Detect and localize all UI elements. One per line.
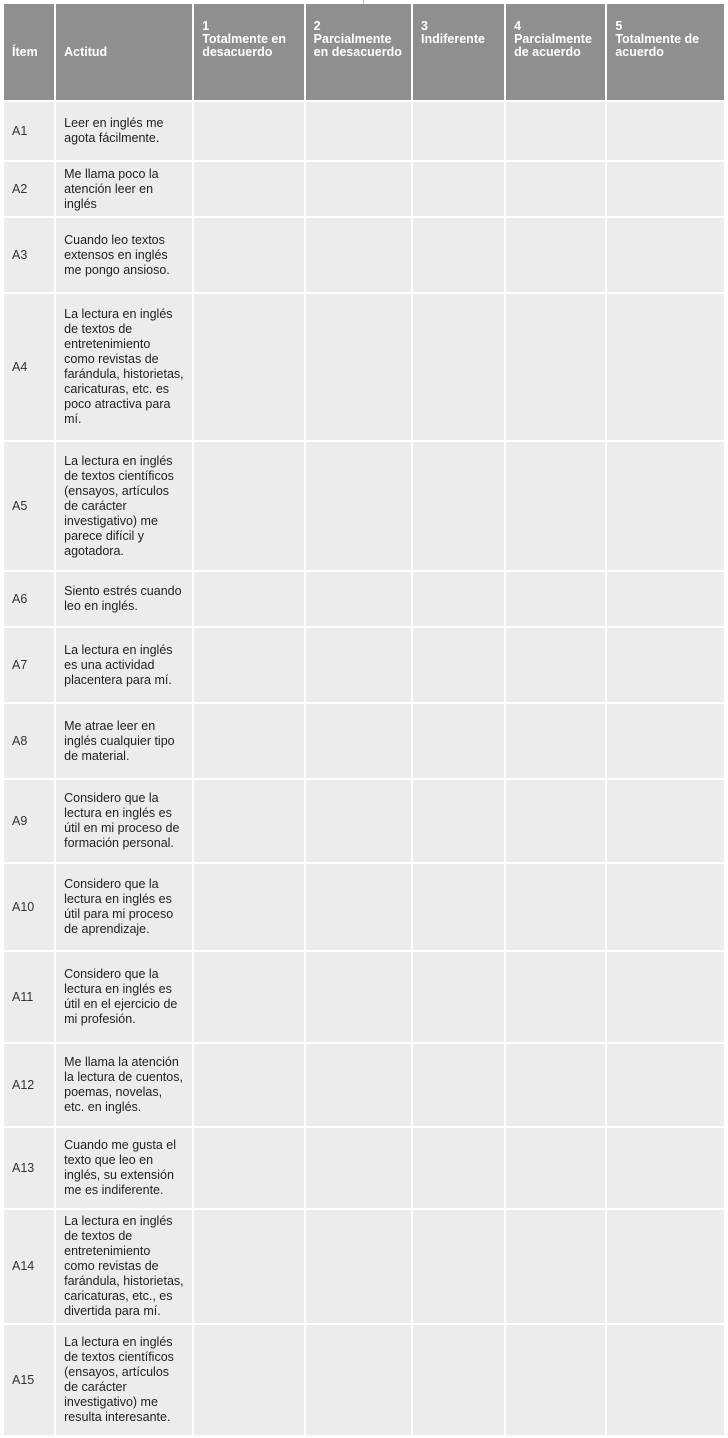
- table-row: [4, 628, 724, 702]
- response-cell-option-4[interactable]: [506, 294, 605, 440]
- response-cell-option-5[interactable]: [607, 780, 724, 862]
- response-cell-option-2[interactable]: [306, 704, 411, 778]
- response-cell-option-5[interactable]: [607, 294, 724, 440]
- response-cell-option-4[interactable]: [506, 704, 605, 778]
- response-cell-option-3[interactable]: [413, 1044, 504, 1126]
- item-id: A2: [4, 162, 54, 216]
- attitude-statement: La lectura en inglés de textos científicos (ensayos, artículos de carácter investigativo) me parece difícil y agotadora.: [56, 442, 192, 570]
- response-cell-option-1[interactable]: [194, 864, 303, 950]
- response-cell-option-5[interactable]: [607, 628, 724, 702]
- response-cell-option-4[interactable]: [506, 1128, 605, 1208]
- header-option-2: [306, 4, 411, 100]
- response-cell-option-5[interactable]: [607, 952, 724, 1042]
- attitude-statement: Siento estrés cuando leo en inglés.: [56, 572, 192, 626]
- response-cell-option-1[interactable]: [194, 294, 303, 440]
- response-cell-option-4[interactable]: [506, 952, 605, 1042]
- item-id: A3: [4, 218, 54, 292]
- response-cell-option-1[interactable]: [194, 628, 303, 702]
- response-cell-option-3[interactable]: [413, 442, 504, 570]
- response-cell-option-2[interactable]: [306, 628, 411, 702]
- response-cell-option-1[interactable]: [194, 1210, 303, 1323]
- table-row: [4, 162, 724, 216]
- header-option-number: 1: [202, 19, 210, 33]
- response-cell-option-2[interactable]: [306, 572, 411, 626]
- table-row: [4, 952, 724, 1042]
- response-cell-option-2[interactable]: [306, 162, 411, 216]
- response-cell-option-3[interactable]: [413, 952, 504, 1042]
- response-cell-option-2[interactable]: [306, 102, 411, 160]
- attitude-survey-table: [2, 2, 726, 1437]
- response-cell-option-2[interactable]: [306, 294, 411, 440]
- response-cell-option-5[interactable]: [607, 864, 724, 950]
- attitude-statement: Cuando leo textos extensos en inglés me pongo ansioso.: [56, 218, 192, 292]
- response-cell-option-3[interactable]: [413, 218, 504, 292]
- response-cell-option-5[interactable]: [607, 704, 724, 778]
- item-id: A10: [4, 864, 54, 950]
- header-option-label: Totalmente en desacuerdo: [202, 32, 286, 59]
- response-cell-option-3[interactable]: [413, 1210, 504, 1323]
- response-cell-option-3[interactable]: [413, 864, 504, 950]
- table-row: [4, 1325, 724, 1435]
- response-cell-option-1[interactable]: [194, 952, 303, 1042]
- response-cell-option-5[interactable]: [607, 1210, 724, 1323]
- response-cell-option-1[interactable]: [194, 102, 303, 160]
- item-id: A4: [4, 294, 54, 440]
- response-cell-option-1[interactable]: [194, 218, 303, 292]
- item-id: A1: [4, 102, 54, 160]
- table-row: [4, 1210, 724, 1323]
- attitude-statement: La lectura en inglés de textos de entretenimiento como revistas de farándula, historietas, caricaturas, etc. es poco atractiva para mí.: [56, 294, 192, 440]
- table-row: [4, 218, 724, 292]
- response-cell-option-3[interactable]: [413, 294, 504, 440]
- response-cell-option-3[interactable]: [413, 102, 504, 160]
- attitude-statement: Me llama la atención la lectura de cuentos, poemas, novelas, etc. en inglés.: [56, 1044, 192, 1126]
- survey-page: [4, 4, 724, 1437]
- item-id: A11: [4, 952, 54, 1042]
- response-cell-option-4[interactable]: [506, 1044, 605, 1126]
- response-cell-option-1[interactable]: [194, 1325, 303, 1435]
- table-row: [4, 572, 724, 626]
- response-cell-option-2[interactable]: [306, 218, 411, 292]
- table-header-row: [4, 4, 724, 100]
- response-cell-option-5[interactable]: [607, 442, 724, 570]
- response-cell-option-5[interactable]: [607, 102, 724, 160]
- header-option-number: 3: [421, 19, 428, 33]
- attitude-statement: Leer en inglés me agota fácilmente.: [56, 102, 192, 160]
- header-option-label: Indiferente: [421, 32, 485, 46]
- attitude-statement: La lectura en inglés de textos científicos (ensayos, artículos de carácter investigativo) me resulta interesante.: [56, 1325, 192, 1435]
- header-option-label: Parcialmente de acuerdo: [514, 32, 592, 59]
- item-id: A5: [4, 442, 54, 570]
- response-cell-option-1[interactable]: [194, 572, 303, 626]
- response-cell-option-2[interactable]: [306, 952, 411, 1042]
- response-cell-option-4[interactable]: [506, 864, 605, 950]
- attitude-statement: La lectura en inglés de textos de entretenimiento como revistas de farándula, historietas, caricaturas, etc., es divertida para mí.: [56, 1210, 192, 1323]
- response-cell-option-4[interactable]: [506, 1325, 605, 1435]
- attitude-statement: Considero que la lectura en inglés es útil en mi proceso de formación personal.: [56, 780, 192, 862]
- response-cell-option-4[interactable]: [506, 442, 605, 570]
- response-cell-option-3[interactable]: [413, 704, 504, 778]
- item-id: A12: [4, 1044, 54, 1126]
- response-cell-option-1[interactable]: [194, 1044, 303, 1126]
- response-cell-option-4[interactable]: [506, 1210, 605, 1323]
- table-row: [4, 442, 724, 570]
- item-id: A9: [4, 780, 54, 862]
- response-cell-option-1[interactable]: [194, 1128, 303, 1208]
- response-cell-option-3[interactable]: [413, 1325, 504, 1435]
- response-cell-option-5[interactable]: [607, 218, 724, 292]
- header-option-5: [607, 4, 724, 100]
- attitude-statement: Considero que la lectura en inglés es útil en el ejercicio de mi profesión.: [56, 952, 192, 1042]
- item-id: A8: [4, 704, 54, 778]
- response-cell-option-4[interactable]: [506, 218, 605, 292]
- response-cell-option-3[interactable]: [413, 628, 504, 702]
- table-row: [4, 294, 724, 440]
- table-row: [4, 1128, 724, 1208]
- header-item: Ítem: [4, 4, 54, 100]
- table-row: [4, 704, 724, 778]
- item-id: A14: [4, 1210, 54, 1323]
- response-cell-option-4[interactable]: [506, 102, 605, 160]
- response-cell-option-4[interactable]: [506, 628, 605, 702]
- header-option-number: 5: [615, 19, 623, 33]
- attitude-statement: Me llama poco la atención leer en inglés: [56, 162, 192, 216]
- header-option-4: [506, 4, 605, 100]
- response-cell-option-2[interactable]: [306, 864, 411, 950]
- table-row: [4, 864, 724, 950]
- attitude-statement: Me atrae leer en inglés cualquier tipo de material.: [56, 704, 192, 778]
- item-id: A15: [4, 1325, 54, 1435]
- response-cell-option-1[interactable]: [194, 162, 303, 216]
- header-option-label: Parcialmente en desacuerdo: [313, 32, 402, 59]
- header-option-1: [194, 4, 303, 100]
- attitude-statement: Cuando me gusta el texto que leo en inglés, su extensión me es indiferente.: [56, 1128, 192, 1208]
- response-cell-option-4[interactable]: [506, 572, 605, 626]
- table-row: [4, 780, 724, 862]
- response-cell-option-5[interactable]: [607, 1044, 724, 1126]
- item-id: A6: [4, 572, 54, 626]
- response-cell-option-3[interactable]: [413, 1128, 504, 1208]
- header-option-number: 2: [313, 19, 321, 33]
- response-cell-option-2[interactable]: [306, 1044, 411, 1126]
- attitude-statement: La lectura en inglés es una actividad placentera para mí.: [56, 628, 192, 702]
- response-cell-option-1[interactable]: [194, 442, 303, 570]
- item-id: A13: [4, 1128, 54, 1208]
- response-cell-option-2[interactable]: [306, 1325, 411, 1435]
- header-option-3: [413, 4, 504, 100]
- response-cell-option-5[interactable]: [607, 162, 724, 216]
- item-id: A7: [4, 628, 54, 702]
- attitude-statement: Considero que la lectura en inglés es útil para mi proceso de aprendizaje.: [56, 864, 192, 950]
- response-cell-option-3[interactable]: [413, 780, 504, 862]
- table-row: [4, 1044, 724, 1126]
- response-cell-option-4[interactable]: [506, 162, 605, 216]
- response-cell-option-5[interactable]: [607, 1128, 724, 1208]
- response-cell-option-2[interactable]: [306, 1210, 411, 1323]
- header-option-number: 4: [514, 19, 522, 33]
- header-option-label: Totalmente de acuerdo: [615, 32, 700, 59]
- response-cell-option-1[interactable]: [194, 780, 303, 862]
- header-attitude: Actitud: [56, 4, 192, 100]
- response-cell-option-2[interactable]: [306, 442, 411, 570]
- response-cell-option-3[interactable]: [413, 162, 504, 216]
- response-cell-option-4[interactable]: [506, 780, 605, 862]
- response-cell-option-5[interactable]: [607, 572, 724, 626]
- table-row: [4, 102, 724, 160]
- response-cell-option-2[interactable]: [306, 780, 411, 862]
- response-cell-option-2[interactable]: [306, 1128, 411, 1208]
- response-cell-option-5[interactable]: [607, 1325, 724, 1435]
- response-cell-option-1[interactable]: [194, 704, 303, 778]
- response-cell-option-3[interactable]: [413, 572, 504, 626]
